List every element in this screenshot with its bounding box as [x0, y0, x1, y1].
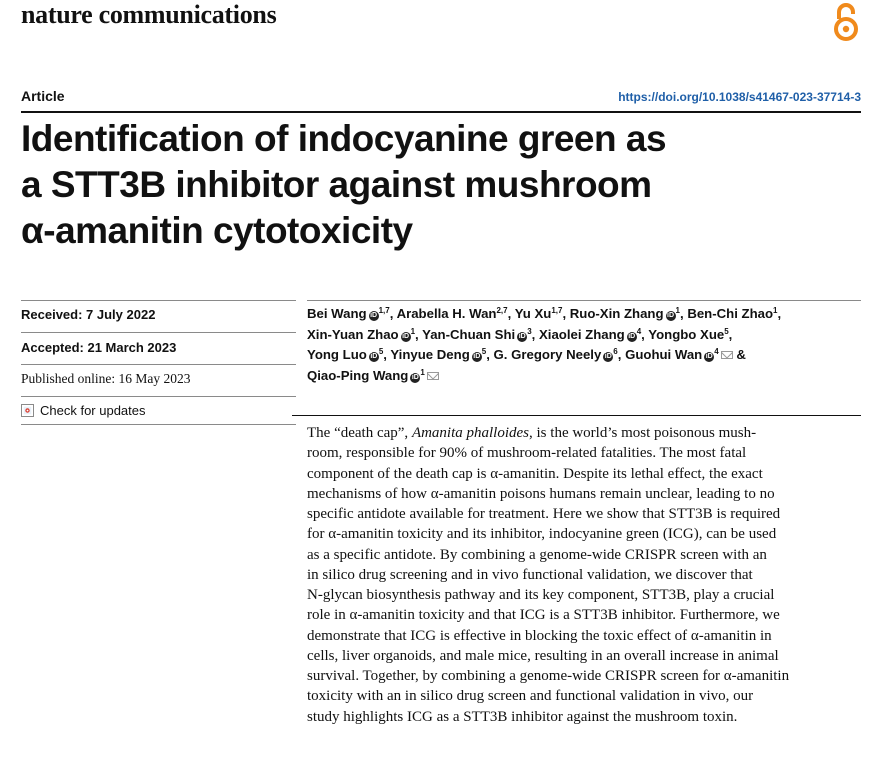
orcid-icon[interactable]: iD	[628, 332, 636, 340]
affiliation-marker: 4	[714, 347, 719, 356]
affiliation-marker: 1	[675, 306, 680, 315]
abstract-line: in silico drug screening and in vivo functional validation, we discover that	[307, 566, 753, 583]
author-name[interactable]: Yu Xu	[514, 306, 552, 321]
title-line: Identification of indocyanine green as	[21, 118, 667, 159]
abstract	[307, 423, 861, 727]
abstract-line: for α-amanitin toxicity and its inhibitor, indocyanine green (ICG), can be used	[307, 526, 777, 543]
author-name[interactable]: Yong Luo	[307, 347, 367, 362]
author-name[interactable]: Bei Wang	[307, 306, 367, 321]
affiliation-marker: 6	[613, 347, 618, 356]
received-date: Received: 7 July 2022	[21, 307, 156, 322]
affiliation-marker: 3	[527, 326, 532, 336]
author-name[interactable]: G. Gregory Neely	[493, 347, 602, 362]
abstract-line: cells, liver organoids, and male mice, resulting in an overall increase in animal	[307, 647, 779, 664]
abstract-rule	[292, 415, 861, 416]
abstract-line: role in α-amanitin toxicity and that ICG is a STT3B inhibitor. Furthermore, we	[307, 607, 780, 624]
divider	[21, 424, 296, 425]
published-date: Published online: 16 May 2023	[21, 371, 191, 386]
author-name[interactable]: Yan-Chuan Shi	[422, 326, 516, 342]
header-rule	[21, 111, 861, 113]
author-name[interactable]: Yongbo Xue	[648, 326, 725, 342]
abstract-line: N-glycan biosynthesis pathway and its key component, STT3B, play a crucial	[307, 587, 775, 603]
accepted-date: Accepted: 21 March 2023	[21, 340, 177, 355]
orcid-icon[interactable]: iD	[473, 353, 481, 360]
author-list	[307, 304, 861, 386]
abstract-line: room, responsible for 90% of mushroom-related fatalities. The most fatal	[307, 445, 747, 462]
check-updates-button[interactable]	[21, 404, 296, 420]
orcid-icon[interactable]: iD	[402, 332, 410, 340]
abstract-line: as a specific antidote. By combining a genome-wide CRISPR screen with an	[307, 546, 767, 563]
divider	[21, 396, 296, 397]
author-name[interactable]: Guohui Wan	[625, 347, 703, 362]
author-name[interactable]: Ben-Chi Zhao	[687, 306, 774, 321]
article-type: Article	[21, 88, 65, 104]
check-updates-icon	[21, 404, 34, 417]
author-name[interactable]: Qiao-Ping Wang	[307, 367, 409, 383]
abstract-line: mechanisms of how α-amanitin poisons humans remain unclear, leading to no	[307, 485, 775, 502]
doi-link[interactable]: https://doi.org/10.1038/s41467-023-37714-3	[618, 90, 861, 104]
orcid-icon[interactable]: iD	[604, 353, 612, 360]
affiliation-marker: 1,7	[378, 306, 390, 315]
abstract-line: specific antidote available for treatment. Here we show that STT3B is required	[307, 506, 781, 522]
orcid-icon[interactable]: iD	[370, 353, 378, 360]
author-name[interactable]: Xiaolei Zhang	[538, 326, 625, 342]
divider	[21, 300, 296, 301]
title-line: α-amanitin cytotoxicity	[21, 210, 413, 251]
species-name: Amanita phalloides	[411, 425, 530, 441]
author-line	[307, 366, 861, 387]
author-name[interactable]: Ruo-Xin Zhang	[569, 306, 664, 321]
email-icon[interactable]	[427, 372, 439, 380]
abstract-line: survival. Together, by combining a genome-wide CRISPR screen for α-amanitin	[307, 668, 790, 684]
affiliation-marker: 5	[724, 326, 729, 336]
abstract-line: component of the death cap is α-amanitin. Despite its lethal effect, the exact	[307, 465, 763, 482]
affiliation-marker: 5	[481, 347, 487, 356]
open-access-icon	[831, 2, 861, 42]
affiliation-marker: 2,7	[496, 306, 508, 315]
author-line: Bei Wang iD$^{1,7}$, Arabella H. Wan$^{2,7}$, Yu Xu$^{1,7}$, Ruo-Xin Zhang $iD^1$, Ben-Chi Zhao$^1$,	[307, 306, 782, 321]
affiliation-marker: 1	[410, 326, 416, 336]
check-updates-label: Check for updates	[40, 403, 146, 418]
affiliation-marker: 4	[636, 326, 642, 336]
article-title	[21, 116, 851, 254]
title-line: a STT3B inhibitor against mushroom	[21, 164, 652, 205]
abstract-line: demonstrate that ICG is effective in blocking the toxic effect of α-amanitin in	[307, 627, 772, 644]
affiliation-marker: 5	[378, 347, 384, 356]
affiliation-marker: 1	[420, 367, 425, 377]
orcid-icon[interactable]: iD	[667, 312, 675, 319]
abstract-line: toxicity with an in silico drug screen and functional validation in vivo, our	[307, 688, 754, 705]
abstract-line: The “death cap”, Amanita phalloides, is the world’s most poisonous mush-	[307, 425, 757, 441]
divider	[21, 364, 296, 365]
author-line: Yong Luo $iD^5$, Yinyue Deng $iD^5$, G. Gregory Neely $iD^6$, Guohui Wan $iD^4$ &	[307, 347, 746, 362]
author-name[interactable]: Arabella H. Wan	[396, 306, 497, 321]
email-icon[interactable]	[721, 351, 733, 359]
divider	[21, 332, 296, 333]
author-name[interactable]: Xin-Yuan Zhao	[307, 326, 399, 342]
author-name[interactable]: Yinyue Deng	[390, 347, 470, 362]
abstract-line: study highlights ICG as a STT3B inhibitor against the mushroom toxin.	[307, 708, 738, 725]
affiliation-marker: 1	[773, 306, 778, 315]
orcid-icon[interactable]: iD	[518, 332, 526, 340]
affiliation-marker: 1,7	[551, 306, 563, 315]
orcid-icon[interactable]: iD	[705, 353, 713, 360]
orcid-icon[interactable]: iD	[370, 312, 378, 319]
journal-name: nature communications	[21, 0, 277, 29]
divider	[307, 300, 861, 301]
orcid-icon[interactable]: iD	[411, 373, 419, 381]
author-line: Xin-Yuan Zhao $iD^1$, Yan-Chuan Shi $iD^3$, Xiaolei Zhang $iD^4$, Yongbo Xue$^5$,	[307, 326, 733, 342]
